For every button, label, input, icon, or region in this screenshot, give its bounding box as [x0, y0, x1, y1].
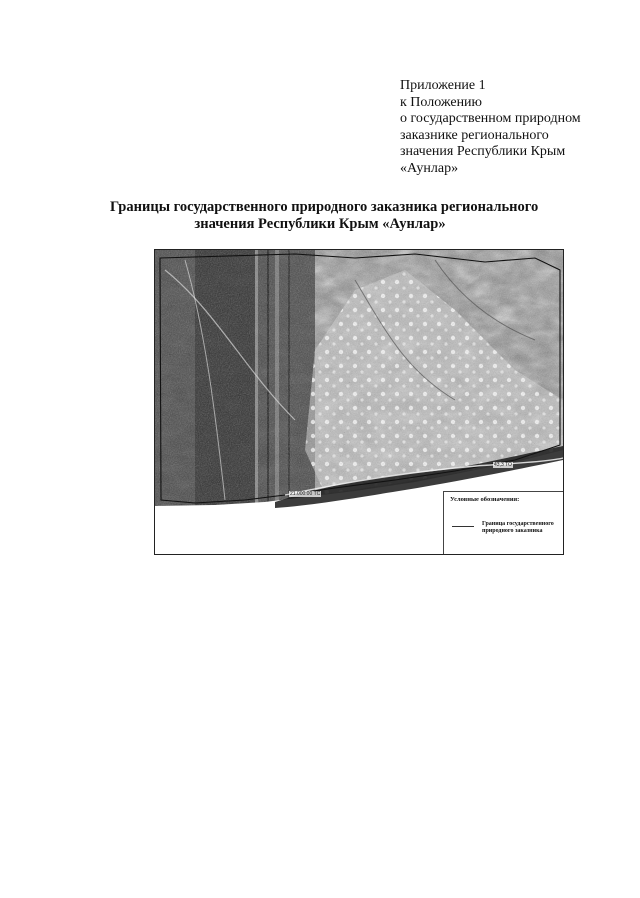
legend-item-line: природного заказника [482, 528, 543, 534]
map-point-label: 43,3 ТО [494, 462, 512, 468]
map-legend [443, 491, 564, 555]
appendix-line: к Положению [400, 94, 483, 110]
appendix-line: «Аунлар» [400, 160, 459, 176]
legend-item-label [482, 521, 562, 535]
map-figure [154, 249, 564, 555]
appendix-line: Приложение 1 [400, 78, 486, 93]
title-line: Границы государственного природного заказника регионального [110, 199, 539, 215]
map-point-label: 21.000:00 ТС [290, 491, 321, 497]
document-title [110, 199, 539, 233]
appendix-line: заказнике регионального [400, 127, 549, 143]
appendix-line: значения Республики Крым [400, 144, 566, 159]
title-line: значения Республики Крым «Аунлар» [194, 216, 446, 232]
legend-title: Условные обозначения: [450, 496, 520, 503]
boundary-line-symbol [452, 526, 474, 527]
appendix-note [400, 78, 630, 177]
legend-item-line: Граница государственного [482, 521, 554, 527]
appendix-line: о государственном природном [400, 111, 581, 126]
